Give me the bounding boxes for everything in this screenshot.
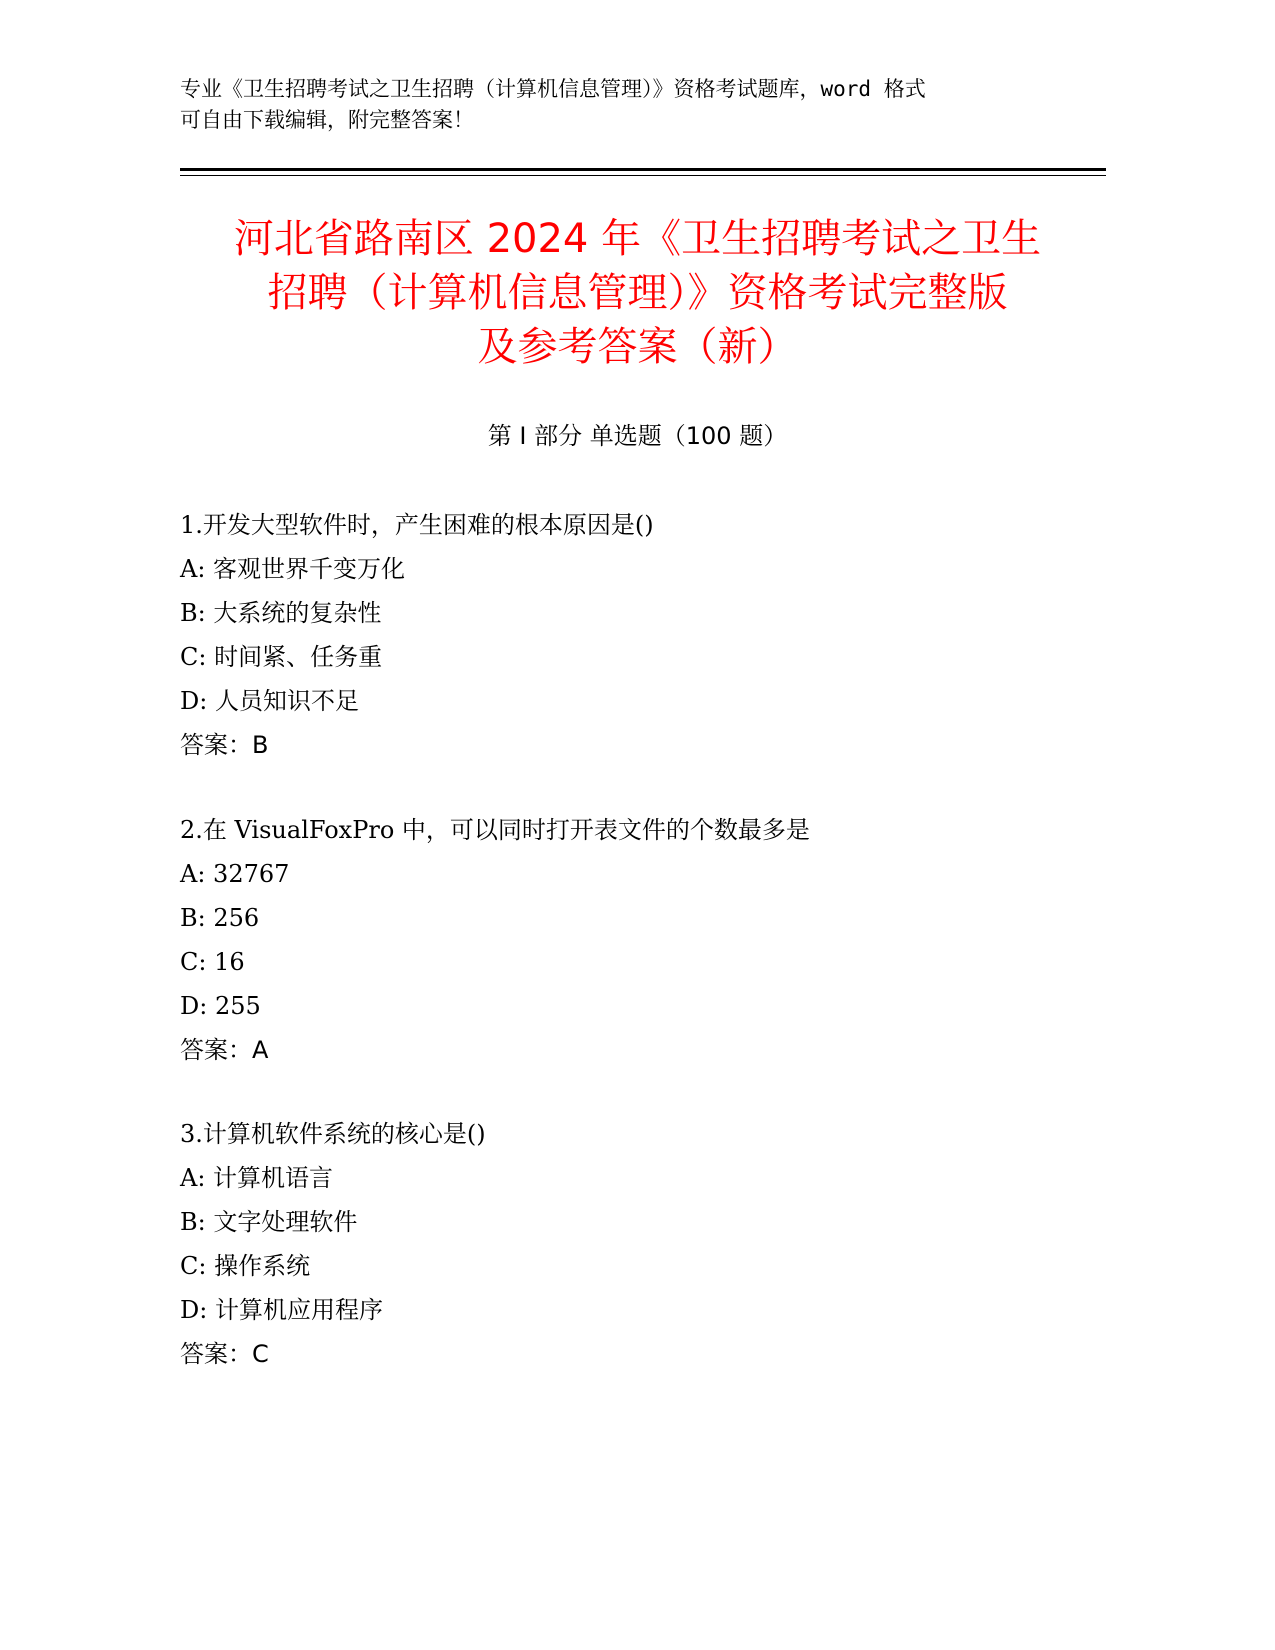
question-block: [180, 1112, 1080, 1376]
question-block: [180, 503, 1080, 767]
header-note-line: 可自由下载编辑，附完整答案！: [180, 108, 474, 132]
question-stem: 3.计算机软件系统的核心是(): [180, 1120, 486, 1148]
option-d: D: 人员知识不足: [180, 687, 359, 715]
option-d: D: 255: [180, 992, 261, 1020]
option-b: B: 256: [180, 904, 260, 932]
section-heading: 第 I 部分 单选题（100 题）: [487, 422, 788, 450]
header-divider-thin: [180, 175, 1106, 176]
option-c: C: 操作系统: [180, 1252, 311, 1280]
answer-line: 答案：A: [180, 1036, 269, 1064]
question-stem: 2.在 VisualFoxPro 中，可以同时打开表文件的个数最多是: [180, 816, 810, 844]
title-line: 及参考答案（新）: [477, 324, 798, 370]
header-note-line: 专业《卫生招聘考试之卫生招聘（计算机信息管理）》资格考试题库，word 格式: [180, 77, 926, 101]
header-divider-thick: [180, 168, 1106, 171]
document-title: [150, 212, 1125, 374]
option-a: A: 计算机语言: [180, 1164, 334, 1192]
question-stem: 1.开发大型软件时，产生困难的根本原因是(): [180, 511, 654, 539]
option-d: D: 计算机应用程序: [180, 1296, 383, 1324]
option-a: A: 客观世界千变万化: [180, 555, 406, 583]
header-note: [180, 74, 1040, 136]
option-c: C: 16: [180, 948, 245, 976]
option-a: A: 32767: [180, 860, 290, 888]
option-b: B: 文字处理软件: [180, 1208, 358, 1236]
answer-line: 答案：B: [180, 731, 269, 759]
title-line: 河北省路南区 2024 年《卫生招聘考试之卫生: [233, 216, 1042, 262]
option-b: B: 大系统的复杂性: [180, 599, 382, 627]
answer-line: 答案：C: [180, 1340, 269, 1368]
question-block: [180, 808, 1080, 1072]
title-line: 招聘（计算机信息管理）》资格考试完整版: [267, 270, 1008, 316]
option-c: C: 时间紧、任务重: [180, 643, 383, 671]
